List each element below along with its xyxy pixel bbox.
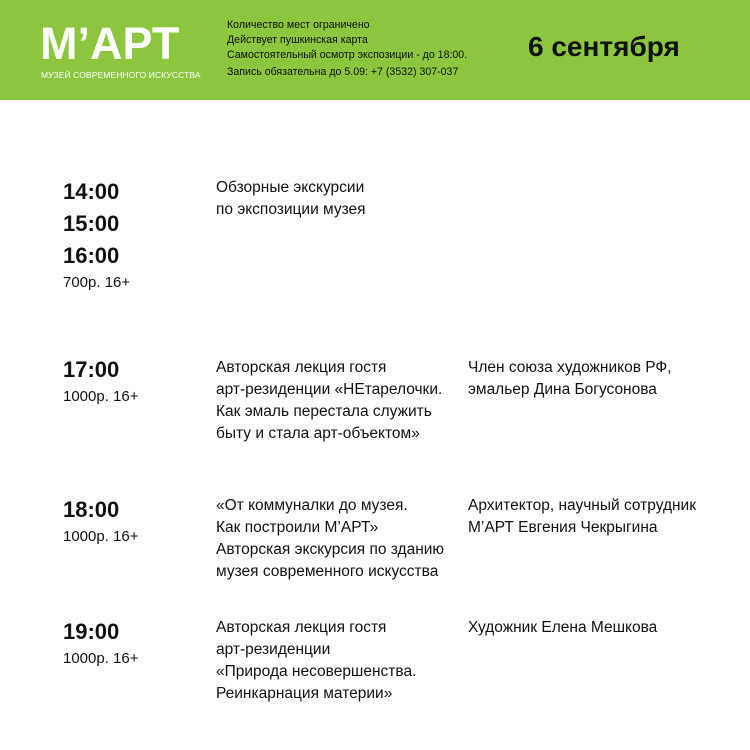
visit-info <box>227 18 467 80</box>
description-line: Авторская лекция гостя <box>216 359 387 376</box>
info-line: Самостоятельный осмотр экспозиции - до 18:00. <box>227 49 468 61</box>
speaker-line: Художник Елена Мешкова <box>468 619 658 636</box>
event-price: 1000р. 16+ <box>63 650 139 667</box>
description-line: Как построили М’АРТ» <box>216 519 379 536</box>
event-time: 19:00 <box>63 619 120 644</box>
description-line: быту и стала арт-объектом» <box>216 425 420 442</box>
description-line: Обзорные экскурсии <box>216 179 365 196</box>
event-time: 16:00 <box>63 243 120 268</box>
event-description <box>216 177 366 221</box>
event-speaker <box>468 617 657 639</box>
description-line: по экспозиции музея <box>216 201 366 218</box>
event-speaker <box>468 357 672 401</box>
event-time: 17:00 <box>63 357 120 382</box>
description-line: Авторская лекция гостя <box>216 619 387 636</box>
speaker-line: Архитектор, научный сотрудник <box>468 497 696 514</box>
event-time: 14:00 <box>63 179 120 204</box>
event-description <box>216 495 444 583</box>
museum-logo-subtitle: МУЗЕЙ СОВРЕМЕННОГО ИСКУССТВА <box>41 70 201 80</box>
speaker-line: М’АРТ Евгения Чекрыгина <box>468 519 658 536</box>
info-line: Действует пушкинская карта <box>227 34 368 46</box>
description-line: Как эмаль перестала служить <box>216 403 432 420</box>
event-date: 6 сентября <box>528 31 680 62</box>
header-bar <box>0 0 750 100</box>
speaker-line: Член союза художников РФ, <box>468 359 672 376</box>
event-description <box>216 357 442 445</box>
event-description <box>216 617 416 705</box>
description-line: Авторская экскурсия по зданию <box>216 541 445 558</box>
event-price: 1000р. 16+ <box>63 528 139 545</box>
event-times <box>63 616 139 669</box>
description-line: музея современного искусства <box>216 563 439 580</box>
speaker-line: эмальер Дина Богусонова <box>468 381 657 398</box>
event-price: 700р. 16+ <box>63 274 131 291</box>
event-times <box>63 176 130 293</box>
event-price: 1000р. 16+ <box>63 388 139 405</box>
description-line: Реинкарнация материи» <box>216 685 393 702</box>
event-speaker <box>468 495 696 539</box>
registration-label: Запись обязательна до 5.09: <box>227 66 368 78</box>
description-line: арт-резиденции <box>216 641 331 658</box>
description-line: арт-резиденции «НЕтарелочки. <box>216 381 443 398</box>
description-line: «От коммуналки до музея. <box>216 497 408 514</box>
event-time: 18:00 <box>63 497 120 522</box>
registration-line <box>227 65 467 80</box>
description-line: «Природа несовершенства. <box>216 663 417 680</box>
event-times <box>63 354 139 407</box>
phone-number[interactable]: +7 (3532) 307-037 <box>370 66 459 78</box>
info-line: Количество мест ограничено <box>227 19 370 31</box>
museum-logo: М’АРТ <box>40 18 180 69</box>
event-time: 15:00 <box>63 211 120 236</box>
event-times <box>63 494 139 547</box>
